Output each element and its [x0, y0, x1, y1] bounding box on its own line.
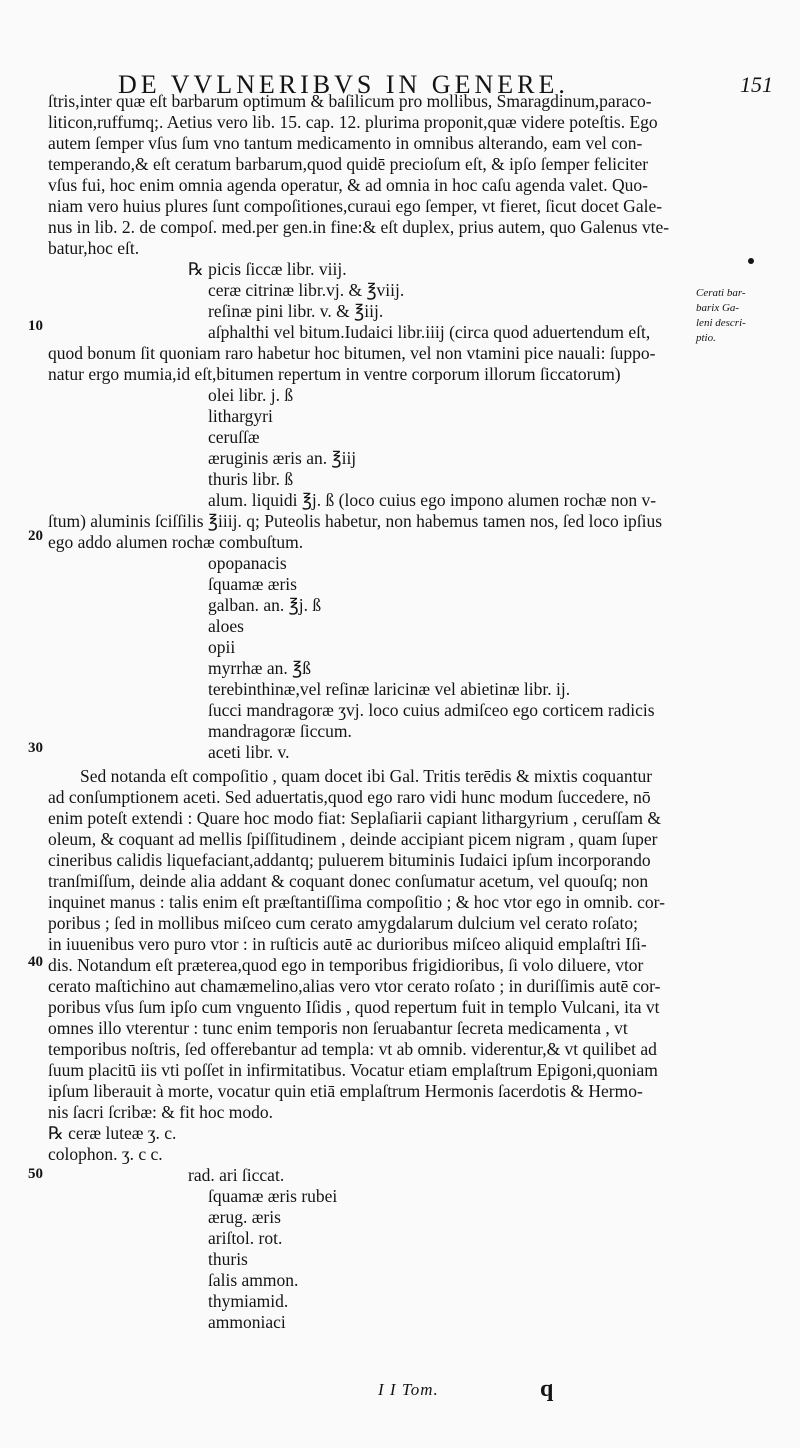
- recipe-line: ærug. æris: [208, 1207, 281, 1227]
- recipe-line: ſalis ammon.: [208, 1270, 299, 1290]
- recipe-line: thuris libr. ß: [208, 469, 294, 489]
- recipe-line: aſphalthi vel bitum.Iudaici libr.iiij (circa quod aduertendum eſt,: [208, 322, 651, 342]
- text-line: poribus ; ſed in mollibus miſceo cum cerato amygdalarum dulcium vel cerato roſato;: [48, 913, 638, 933]
- text-line: ego addo alumen rochæ combuſtum.: [48, 532, 304, 552]
- text-line: vſus fui, hoc enim omnia agenda operatur, & ad omnia in hoc caſu agenda valet. Quo-: [48, 175, 648, 195]
- text-line: temporibus noſtris, ſed offerebantur ad templa: vt ab omnib. viderentur,& vt quilibet ad: [48, 1039, 657, 1059]
- text-line: ſtum) aluminis ſciſſilis ℥iiij. q; Puteolis habetur, non habemus tamen nos, ſed loco ipſius: [48, 511, 663, 531]
- signature-mark: I I Tom.: [378, 1380, 439, 1399]
- line-number-20: 20: [28, 528, 43, 544]
- margin-note-line: Cerati bar-: [696, 287, 746, 299]
- line-number-50: 50: [28, 1166, 43, 1182]
- text-line: liticon,ruffumq;. Aetius vero lib. 15. cap. 12. plurima proponit,quæ videre poteſtis. Ego: [48, 112, 658, 132]
- recipe-line: aceti libr. v.: [208, 742, 290, 762]
- text-line: ſtris,inter quæ eſt barbarum optimum & baſilicum pro mollibus, Smaragdinum,paraco-: [48, 91, 652, 111]
- text-line: ad conſumptionem aceti. Sed aduertatis,quod ego raro vidi hunc modum ſuccedere, nō: [48, 787, 651, 807]
- recipe-line: terebinthinæ,vel reſinæ laricinæ vel abietinæ libr. ij.: [208, 679, 571, 699]
- text-line: oleum, & coquant ad mellis ſpiſſitudinem , deinde accipiant picem nigram , quam ſuper: [48, 829, 658, 849]
- recipe-line: mandragoræ ſiccum.: [208, 721, 352, 741]
- recipe-line: opopanacis: [208, 553, 287, 573]
- text-line: colophon. ʒ. c c.: [48, 1144, 163, 1164]
- recipe-line: lithargyri: [208, 406, 273, 426]
- recipe-line: reſinæ pini libr. v. & ℥iij.: [208, 301, 384, 321]
- text-line: Sed notanda eſt compoſitio , quam docet ibi Gal. Tritis terēdis & mixtis coquantur: [80, 766, 653, 786]
- recipe-line: ſquamæ æris rubei: [208, 1186, 338, 1206]
- text-line: in iuuenibus vero puro vtor : in ruſticis autē ac durioribus miſceo aliquid emplaſtri Iſi-: [48, 934, 647, 954]
- recipe-line: aloes: [208, 616, 244, 636]
- running-title: DE VVLNERIBVS IN GENERE.: [118, 70, 569, 99]
- recipe-line: ariſtol. rot.: [208, 1228, 283, 1248]
- text-line: ipſum liberauit à morte, vocatur quin etiā emplaſtrum Hermonis ſacerdotis & Hermo-: [48, 1081, 643, 1101]
- text-line: nus in lib. 2. de compoſ. med.per gen.in fine:& eſt duplex, prius autem, quo Galenus vte-: [48, 217, 670, 237]
- text-line: temperando,& eſt ceratum barbarum,quod quidē precioſum eſt, & ipſo ſemper feliciter: [48, 154, 649, 174]
- text-line: ℞ ceræ luteæ ʒ. c.: [48, 1123, 177, 1143]
- recipe-line: opii: [208, 637, 236, 657]
- text-line: batur,hoc eſt.: [48, 238, 140, 258]
- recipe-line: ſucci mandragoræ ʒvj. loco cuius admiſceo ego corticem radicis: [208, 700, 655, 720]
- recipe-line: ℞ picis ſiccæ libr. viij.: [188, 259, 347, 279]
- text-line: niam vero huius plures ſunt compoſitiones,curaui ego ſemper, vt fieret, ſicut docet Gale-: [48, 196, 663, 216]
- text-line: cerato maſtichino aut chamæmelino,alias vero vtor cerato roſato ; in duriſſimis autē cor-: [48, 976, 661, 996]
- recipe-line: ammoniaci: [208, 1312, 286, 1332]
- text-line: tranſmiſſum, deinde alia addant & coquant donec conſumatur acetum, vel quouſq; non: [48, 871, 649, 891]
- text-line: omnes illo vterentur : tunc enim temporis non ſeruabantur ſecreta medicamenta , vt: [48, 1018, 628, 1038]
- margin-note: [696, 286, 786, 346]
- recipe-line: alum. liquidi ℥j. ß (loco cuius ego impono alumen rochæ non v-: [208, 490, 657, 510]
- text-line: ſuum placitū iis vti poſſet in infirmitatibus. Vocatur etiam emplaſtrum Epigoni,quoniam: [48, 1060, 658, 1080]
- recipe-line: thuris: [208, 1249, 248, 1269]
- line-number-30: 30: [28, 740, 43, 756]
- text-line: quod bonum ſit quoniam raro habetur hoc bitumen, vel non vtamini pice nauali: ſuppo-: [48, 343, 656, 363]
- catchword: q: [540, 1376, 554, 1402]
- recipe-line: ceræ citrinæ libr.vj. & ℥viij.: [208, 280, 405, 300]
- recipe-line: thymiamid.: [208, 1291, 289, 1311]
- margin-bullet-icon: [748, 258, 754, 264]
- margin-note-line: ptio.: [696, 332, 716, 344]
- margin-note-line: barix Ga-: [696, 302, 740, 314]
- text-line: poribus vſus ſum ipſo cum vnguento Iſidis , quod repertum fuit in templo Vulcani, ita vt: [48, 997, 660, 1017]
- text-line: cineribus calidis liquefaciant,addantq; puluerem bituminis Iudaici ipſum incorporando: [48, 850, 651, 870]
- text-line: natur ergo mumia,id eſt,bitumen repertum in ventre corporum illorum ſiccatorum): [48, 364, 621, 384]
- text-line: nis ſacri ſcribæ: & fit hoc modo.: [48, 1102, 274, 1122]
- line-number-40: 40: [28, 954, 43, 970]
- page-number: 151: [740, 72, 773, 97]
- recipe-line: galban. an. ℥j. ß: [208, 595, 322, 615]
- text-line: enim poteſt extendi : Quare hoc modo fiat: Seplaſiarii capiant lithargyrium , ceruſſam &: [48, 808, 661, 828]
- text-line: autem ſemper vſus ſum vno tantum medicamento in omnibus alterando, eam vel con-: [48, 133, 643, 153]
- recipe-line: olei libr. j. ß: [208, 385, 294, 405]
- recipe-line: æruginis æris an. ℥iij: [208, 448, 357, 468]
- recipe-line: ſquamæ æris: [208, 574, 297, 594]
- line-number-10: 10: [28, 318, 43, 334]
- recipe-line: ceruſſæ: [208, 427, 260, 447]
- recipe-line: myrrhæ an. ℥ß: [208, 658, 311, 678]
- text-line: inquinet manus : talis enim eſt præſtantiſſima compoſitio ; & hoc vtor ego in omnib. cor-: [48, 892, 665, 912]
- text-line: dis. Notandum eſt præterea,quod ego in temporibus frigidioribus, ſi volo diluere, vtor: [48, 955, 644, 975]
- recipe-line: rad. ari ſiccat.: [188, 1165, 285, 1185]
- margin-note-line: leni descri-: [696, 317, 746, 329]
